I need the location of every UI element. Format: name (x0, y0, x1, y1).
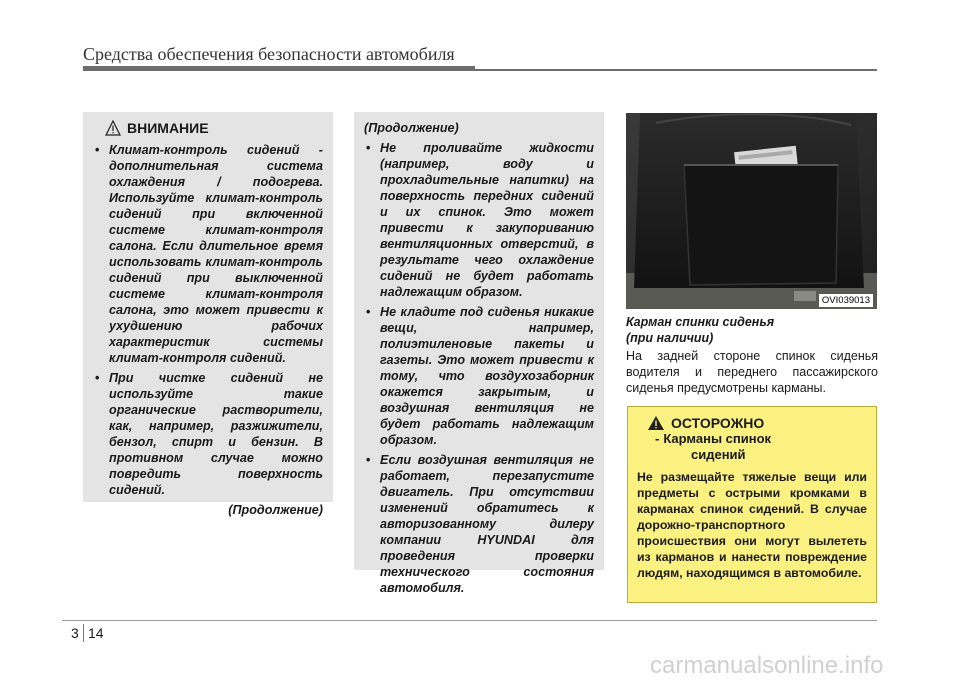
figure-code: OVI039013 (819, 294, 873, 307)
continuation-bullet: • Не кладите под сиденья никакие вещи, например, полиэтиленовые пакеты и газеты. Это может привести к тому, что воздухозаборник окажется закрытым, и воздушная вентиляция не будет работать надлежащим образом. (364, 304, 594, 448)
seatback-pocket-photo (626, 113, 877, 309)
continuation-bullet: • Если воздушная вентиляция не работает, перезапустите двигатель. При отсутствии изменений обратитесь к авторизованному дилеру компании HYUNDAI для проведения проверки технического состояния автомобиля. (364, 452, 594, 596)
section-body: На задней стороне спинок сиденья водителя и переднего пассажирского сиденья предусмотрены карманы. (626, 349, 878, 395)
warning-bullet: • Климат-контроль сидений - дополнительная система охлаждения / подогрева. Используйте климат-контроль сидений при включенной системе климат-контроля салона. Если длительное время использовать климат-контроль сидений при выключенной системе климат-контроля салона, это может привести к ухудшению рабочих характеристик системы климат-контроля сидений. (93, 142, 323, 366)
warning-bullet-list (93, 142, 323, 498)
warning-panel (83, 112, 333, 517)
header-rule (83, 66, 475, 71)
caution-subtitle: - Карманы спинок (655, 431, 772, 446)
warning-heading-text: ВНИМАНИЕ (127, 120, 209, 136)
continued-note: (Продолжение) (228, 503, 323, 517)
page-number: 14 (88, 625, 104, 641)
footer-rule (62, 620, 877, 621)
caution-triangle-icon (647, 415, 665, 431)
caution-box (627, 406, 877, 603)
caution-subtitle-cont: сидений (691, 447, 746, 462)
seatback-illustration (626, 113, 877, 309)
page-section-number: 3 (71, 625, 79, 641)
warning-bullet: • При чистке сидений не используйте такие органические растворители, как, например, разжижители, бензол, спирт и бензин. В противном случае можно повредить поверхность сидений. (93, 370, 323, 498)
section-caption (626, 314, 878, 346)
page-number-divider (83, 624, 84, 642)
warning-heading (105, 120, 323, 136)
caution-heading-text: ОСТОРОЖНО (671, 415, 765, 431)
caption-line: Карман спинки сиденья (626, 315, 775, 329)
warning-triangle-icon (105, 120, 121, 136)
caution-heading (647, 415, 867, 431)
caution-subtitle-text: Карманы спинок (663, 431, 772, 446)
continuation-panel (354, 112, 604, 595)
caution-body: Не размещайте тяжелые вещи или предметы с острыми кромками в карманах спинок сидений. В случае дорожно-транспортного происшествия они могут вылететь из карманов и нанести повреждение людям, находящимся в автомобиле. (637, 470, 867, 580)
header-rule-thin (475, 69, 877, 71)
continuation-bullet-list (364, 140, 594, 596)
caption-line: (при наличии) (626, 331, 714, 345)
continuation-bullet: • Не проливайте жидкости (например, воду и прохладительные напитки) на поверхность передних сидений и их спинок. Это может привести к закупориванию вентиляционных отверстий, в результате чего охлаждение сидений не будет работать надлежащим образом. (364, 140, 594, 300)
page-header-title: Средства обеспечения безопасности автомобиля (83, 44, 455, 64)
continuation-heading: (Продолжение) (364, 121, 459, 135)
watermark: carmanualsonline.info (650, 652, 884, 679)
